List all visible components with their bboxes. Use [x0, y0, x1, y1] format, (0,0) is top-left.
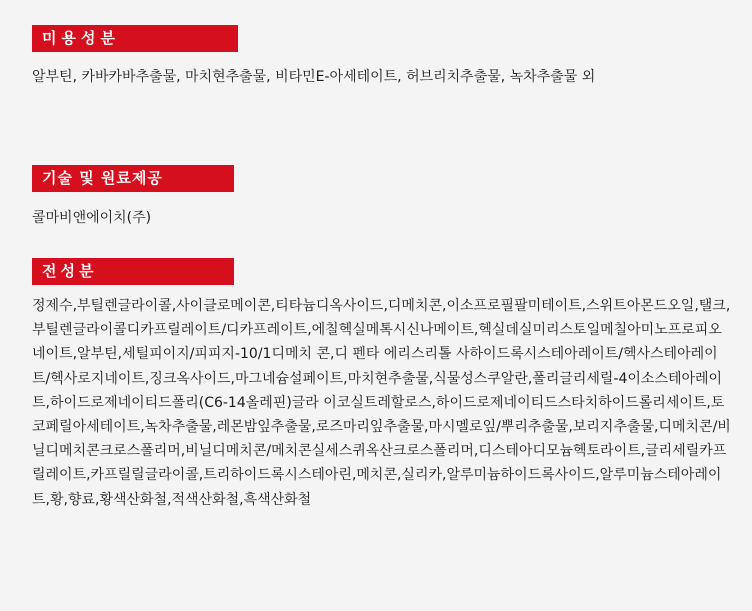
beauty-ingredients-text: 알부틴, 카바카바추출물, 마치현추출물, 비타민E-아세테이트, 허브리치추출물, 녹차추출물 외 — [32, 69, 596, 85]
tech-material-text: 콜마비앤에이치(주) — [32, 210, 152, 226]
full-ingredients-section — [32, 258, 732, 512]
beauty-ingredients-section — [32, 25, 732, 89]
full-ingredients-heading: 전성분 — [32, 258, 234, 285]
tech-material-heading: 기술 및 원료제공 — [32, 165, 234, 192]
full-ingredients-text: 정제수,부틸렌글라이콜,사이클로메이콘,티타늄디옥사이드,디메치콘,이소프로필팔미테이트,스위트아몬드오일,탤크,부틸렌글라이콜디카프릴레이트/디카프레이트,에칠헥실메톡시신나메이트,헥실데실미리스토일메칠아미노프로피오네이트,알부틴,세틸피이지/피피지-10/1디메치 콘,디 펜타 에리스리톨 사하이드록시스테아레이트/헥사스테아레이트/헥사로지네이트,징크옥사이드,마그네슘설페이트,마치현추출물,식물성스쿠알란,폴리글리세릴-4이소스테아레이트,하이드로제네이티드폴리(C6-14올레핀)글라 이코실트레할로스,하이드로제네이티드스타치하이드롤리세이트,토코페릴아세테이트,녹차추출물,레몬밤잎추출물,로즈마리잎추출물,마시멜로잎/뿌리추출물,보리지추출물,디메치콘/비닐디메치콘크로스폴리머,비닐디메치콘/메치콘실세스퀴옥산크로스폴리머,디스테아디모늄헥토라이트,글리세릴카프릴레이트,카프릴릴글라이콜,트리하이드록시스테아린,메치콘,실리카,알루미늄하이드록사이드,알루미늄스테아레이트,황,향료,황색산화철,적색산화철,흑색산화철 — [32, 298, 731, 508]
tech-material-section — [32, 165, 732, 230]
beauty-ingredients-heading: 미용성분 — [32, 25, 238, 52]
